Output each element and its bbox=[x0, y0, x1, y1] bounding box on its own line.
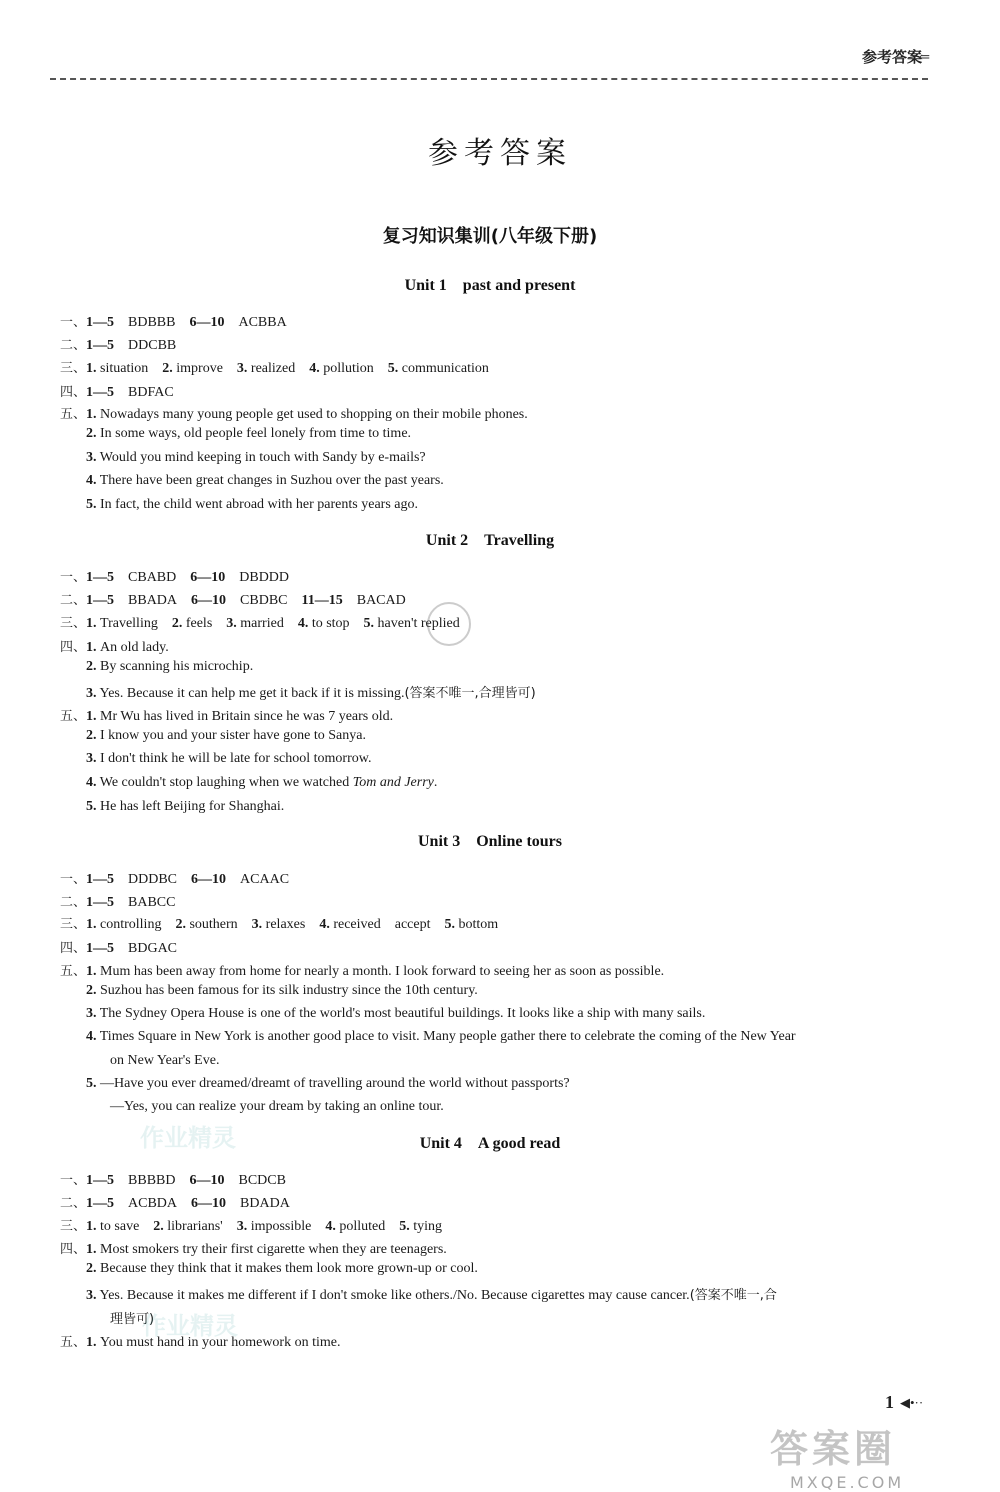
page-number: 1 bbox=[885, 1392, 894, 1412]
answer-line: 一、1—5 BDBBB 6—10 ACBBA bbox=[60, 315, 287, 330]
answer-line: 2. Because they think that it makes them look more grown-up or cool. bbox=[86, 1261, 478, 1276]
answer-line: 2. By scanning his microchip. bbox=[86, 659, 254, 674]
unit-4-title: Unit 4 A good read bbox=[419, 1135, 561, 1152]
answer-line: 5. In fact, the child went abroad with her parents years ago. bbox=[86, 497, 418, 512]
corner-watermark-url: MXQE.COM bbox=[790, 1473, 905, 1492]
answer-line: 理皆可) bbox=[110, 1312, 155, 1327]
answer-line: 四、1—5 BDFAC bbox=[60, 385, 174, 400]
answer-line: 二、1—5 ACBDA 6—10 BDADA bbox=[60, 1196, 290, 1211]
answer-line: 一、1—5 CBABD 6—10 DBDDD bbox=[60, 570, 290, 585]
answer-line: 3. The Sydney Opera House is one of the world's most beautiful buildings. It looks like a ship with many sails. bbox=[86, 1006, 706, 1021]
answer-line: 三、1. situation 2. improve 3. realized 4. pollution 5. communication bbox=[60, 361, 489, 376]
answer-line: 3. Yes. Because it makes me different if I don't smoke like others./No. Because cigarettes may cause cancer.(答案不唯一,合 bbox=[86, 1288, 777, 1303]
page-title: 参考答案 bbox=[428, 136, 572, 171]
page-arrow-icon: ◀•·· bbox=[900, 1395, 924, 1410]
answer-line: 3. Would you mind keeping in touch with Sandy by e-mails? bbox=[86, 450, 426, 465]
answer-line: 3. I don't think he will be late for school tomorrow. bbox=[86, 751, 372, 766]
answer-line: 4. We couldn't stop laughing when we watched Tom and Jerry. bbox=[86, 775, 438, 790]
watermark-text: 作业精灵 bbox=[142, 1312, 238, 1340]
corner-watermark-title: 答案圈 bbox=[770, 1427, 897, 1471]
answer-line: 五、1. Nowadays many young people get used to shopping on their mobile phones. bbox=[60, 407, 528, 422]
answer-line: 四、1. Most smokers try their first cigarette when they are teenagers. bbox=[60, 1242, 447, 1257]
answer-line: 4. Times Square in New York is another good place to visit. Many people gather there to celebrate the coming of the New Year bbox=[86, 1029, 796, 1044]
unit-2-title: Unit 2 Travelling bbox=[425, 532, 555, 549]
answer-line: 三、1. controlling 2. southern 3. relaxes 4. received accept 5. bottom bbox=[60, 917, 499, 932]
answer-line: 五、1. You must hand in your homework on time. bbox=[60, 1335, 341, 1350]
header-arrow-icon: ⇐ bbox=[919, 49, 930, 64]
answer-line: 一、1—5 BBBBD 6—10 BCDCB bbox=[60, 1173, 286, 1188]
answer-line: 2. In some ways, old people feel lonely from time to time. bbox=[86, 426, 412, 441]
answer-line: 四、1. An old lady. bbox=[60, 640, 169, 655]
answer-line: 二、1—5 BBADA 6—10 CBDBC 11—15 BACAD bbox=[60, 593, 406, 608]
answer-line: 五、1. Mr Wu has lived in Britain since he was 7 years old. bbox=[60, 709, 394, 724]
unit-1-title: Unit 1 past and present bbox=[404, 277, 576, 294]
answer-line: 三、1. to save 2. librarians' 3. impossible 4. polluted 5. tying bbox=[60, 1219, 443, 1234]
answer-line: 五、1. Mum has been away from home for nearly a month. I look forward to seeing her as soon as possible. bbox=[60, 964, 665, 979]
header-label: 参考答案 bbox=[861, 48, 922, 66]
answer-line: 三、1. Travelling 2. feels 3. married 4. to stop 5. haven't replied bbox=[60, 616, 460, 631]
unit-3-title: Unit 3 Online tours bbox=[417, 833, 563, 850]
watermark-text: 作业精灵 bbox=[140, 1124, 236, 1152]
answer-line: 2. Suzhou has been famous for its silk industry since the 10th century. bbox=[86, 983, 478, 998]
answer-line: 3. Yes. Because it can help me get it back if it is missing.(答案不唯一,合理皆可) bbox=[86, 686, 536, 701]
answer-line: 5. —Have you ever dreamed/dreamt of travelling around the world without passports? bbox=[86, 1076, 570, 1091]
answer-line: 4. There have been great changes in Suzhou over the past years. bbox=[86, 473, 444, 488]
answer-line: 5. He has left Beijing for Shanghai. bbox=[86, 799, 285, 814]
answer-line: 二、1—5 BABCC bbox=[60, 895, 176, 910]
header-divider bbox=[50, 78, 928, 80]
answer-line: 2. I know you and your sister have gone to Sanya. bbox=[86, 728, 366, 743]
answer-line: 一、1—5 DDDBC 6—10 ACAAC bbox=[60, 872, 290, 887]
answer-line: 四、1—5 BDGAC bbox=[60, 941, 178, 956]
corner-watermark bbox=[770, 1418, 904, 1492]
answer-line: —Yes, you can realize your dream by taking an online tour. bbox=[110, 1099, 444, 1114]
answer-line: on New Year's Eve. bbox=[110, 1053, 220, 1068]
stamp-mark bbox=[427, 602, 471, 646]
section-subtitle: 复习知识集训(八年级下册) bbox=[382, 226, 598, 247]
answer-line: 二、1—5 DDCBB bbox=[60, 338, 177, 353]
